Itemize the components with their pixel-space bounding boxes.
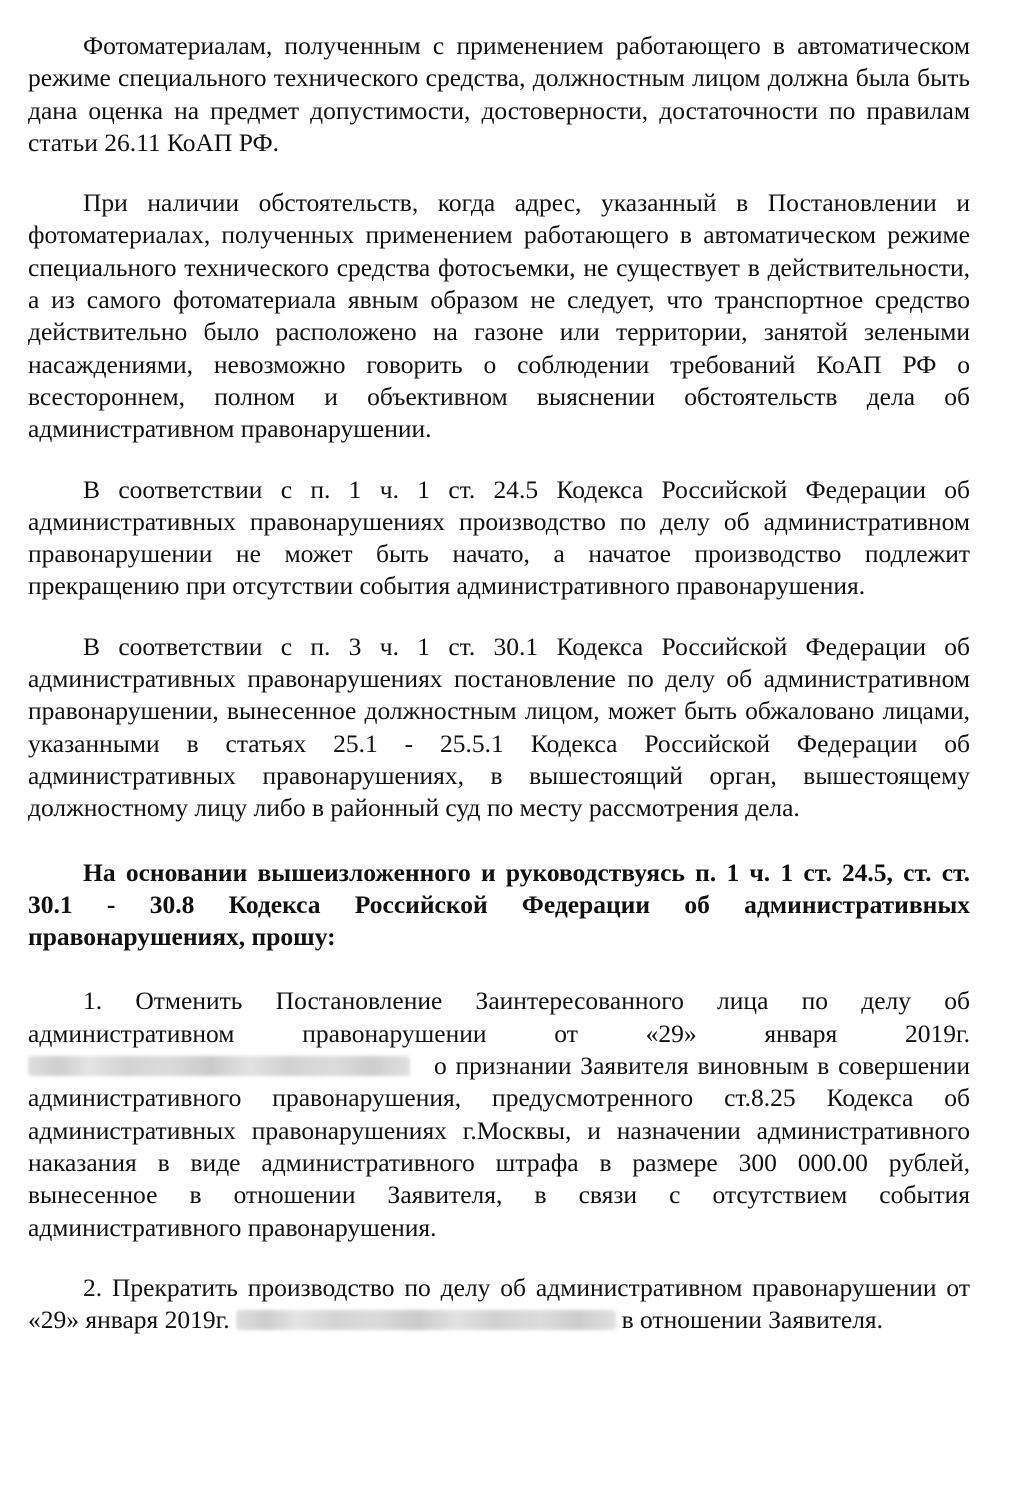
redacted-block [236, 1310, 616, 1330]
request-item-2-text-start: 2. Прекратить производство по делу об административном правонарушении от «29» января 2019г. [28, 1272, 970, 1335]
request-item-2 [28, 1272, 970, 1337]
redacted-block [28, 1056, 410, 1076]
request-item-1-text-start: 1. Отменить Постановление Заинтересованного лица по делу об административном правонарушении от «29» января 2019г. [28, 986, 970, 1048]
request-item-2-text-end: в отношении Заявителя. [621, 1305, 884, 1335]
paragraph-circumstances: При наличии обстоятельств, когда адрес, указанный в Постановлении и фотоматериалах, полученных применением работающего в автоматическом режиме специального технического средства фотосъемки, не существует в действительности, а из самого фотоматериала явным образом не следует, что транспортное средство действительно было расположено на газоне или территории, занятой зелеными насаждениями, невозможно говорить о соблюдении требований КоАП РФ о всестороннем, полном и объективном выяснении обстоятельств дела об административном правонарушении. [28, 188, 970, 444]
paragraph-photo-evaluation: Фотоматериалам, полученным с применением работающего в автоматическом режиме специального технического средства, должностным лицом должна была быть дана оценка на предмет допустимости, достоверности, достаточности по правилам статьи 26.11 КоАП РФ. [28, 31, 970, 157]
request-item-1 [28, 985, 970, 1243]
paragraph-request-basis: На основании вышеизложенного и руководствуясь п. 1 ч. 1 ст. 24.5, ст. ст. 30.1 - 30.8 Кодекса Российской Федерации об административных правонарушениях, прошу: [28, 857, 970, 952]
paragraph-article-30-1: В соответствии с п. 3 ч. 1 ст. 30.1 Кодекса Российской Федерации об административных правонарушениях постановление по делу об административном правонарушении, вынесенное должностным лицом, может быть обжаловано лицами, указанными в статьях 25.1 - 25.5.1 Кодекса Российской Федерации об административных правонарушениях, в вышестоящий орган, вышестоящему должностному лицу либо в районный суд по месту рассмотрения дела. [28, 631, 970, 823]
paragraph-article-24-5: В соответствии с п. 1 ч. 1 ст. 24.5 Кодекса Российской Федерации об административных правонарушениях производство по делу об административном правонарушении не может быть начато, а начатое производство подлежит прекращению при отсутствии события административного правонарушения. [28, 474, 970, 601]
document-page [28, 30, 970, 1336]
request-item-1-text-end: о признании Заявителя виновным в совершении административного правонарушения, предусмотренного ст.8.25 Кодекса об административных правонарушениях г.Москвы, и назначении административного наказания в виде административного штрафа в размере 300 000.00 рублей, вынесенное в отношении Заявителя, в связи с отсутствием события административного правонарушения. [28, 1051, 970, 1242]
